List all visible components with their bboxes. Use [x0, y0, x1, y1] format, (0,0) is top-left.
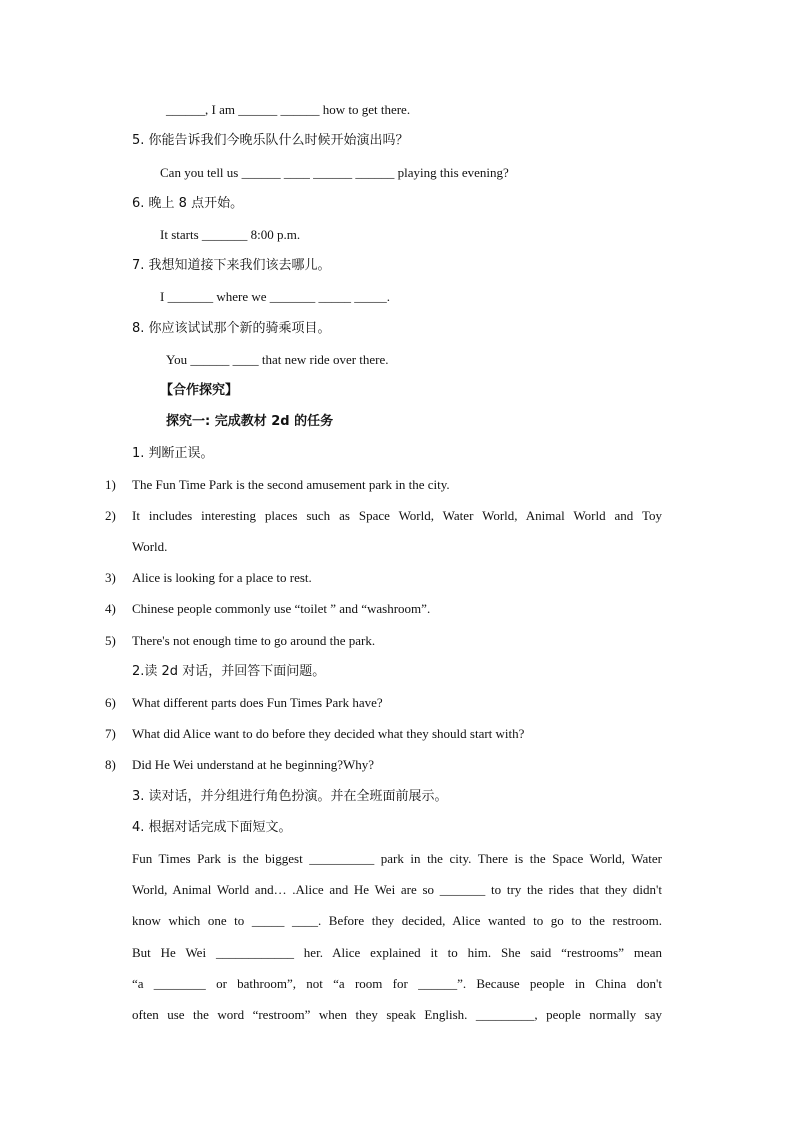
item-8-english: You ______ ____ that new ride over there. [166, 352, 389, 367]
statement-continuation: World. [132, 539, 168, 554]
statement-number: 4) [105, 601, 116, 616]
item-6-english: It starts _______ 8:00 p.m. [160, 227, 301, 242]
statement-number: 2) [105, 508, 116, 523]
item-5-chinese: 5. 你能告诉我们今晚乐队什么时候开始演出吗？ [132, 133, 409, 148]
question-text: Did He Wei understand at he beginning?Why? [132, 757, 375, 772]
passage-line: often use the word “restroom” when they speak English. _________, people normally say [132, 1007, 662, 1022]
statement-number: 3) [105, 570, 116, 585]
task3-title: 3. 读对话，并分组进行角色扮演。并在全班面前展示。 [132, 789, 448, 804]
fill-blank-line: ______, I am ______ ______ how to get there. [166, 102, 411, 117]
statement-text: Chinese people commonly use “toilet ” and “washroom”. [132, 601, 431, 616]
statement-number: 1) [105, 477, 116, 492]
task4-title: 4. 根据对话完成下面短文。 [132, 820, 292, 835]
passage-line: Fun Times Park is the biggest __________ park in the city. There is the Space World, Water [132, 851, 662, 866]
statement-text: It includes interesting places such as Space World, Water World, Animal World and Toy [132, 508, 662, 523]
statement-text: There's not enough time to go around the park. [132, 633, 376, 648]
item-7-english: I _______ where we _______ _____ _____. [160, 289, 390, 304]
question-number: 8) [105, 757, 116, 772]
passage-line: know which one to _____ ____. Before they decided, Alice wanted to go to the restroom. [132, 913, 662, 928]
explore-heading: 探究一: 完成教材 2d 的任务 [166, 414, 334, 429]
passage-line: World, Animal World and… .Alice and He Wei are so _______ to try the rides that they didn't [132, 882, 662, 897]
task1-title: 1. 判断正误。 [132, 446, 214, 461]
question-number: 7) [105, 726, 116, 741]
statement-text: The Fun Time Park is the second amusement park in the city. [132, 477, 450, 492]
question-text: What different parts does Fun Times Park have? [132, 695, 383, 710]
task2-title: 2.读 2d 对话，并回答下面问题。 [132, 664, 326, 679]
item-8-chinese: 8. 你应该试试那个新的骑乘项目。 [132, 321, 331, 336]
item-5-english: Can you tell us ______ ____ ______ ______ playing this evening? [160, 165, 509, 180]
passage-line: But He Wei ____________ her. Alice explained it to him. She said “restrooms” mean [132, 945, 662, 960]
question-text: What did Alice want to do before they decided what they should start with? [132, 726, 525, 741]
question-number: 6) [105, 695, 116, 710]
passage-line: “a ________ or bathroom”, not “a room for ______”. Because people in China don't [132, 976, 662, 991]
item-6-chinese: 6. 晚上 8 点开始。 [132, 196, 244, 211]
item-7-chinese: 7. 我想知道接下来我们该去哪儿。 [132, 258, 331, 273]
statement-number: 5) [105, 633, 116, 648]
section-heading: 【合作探究】 [160, 383, 239, 398]
statement-text: Alice is looking for a place to rest. [132, 570, 312, 585]
